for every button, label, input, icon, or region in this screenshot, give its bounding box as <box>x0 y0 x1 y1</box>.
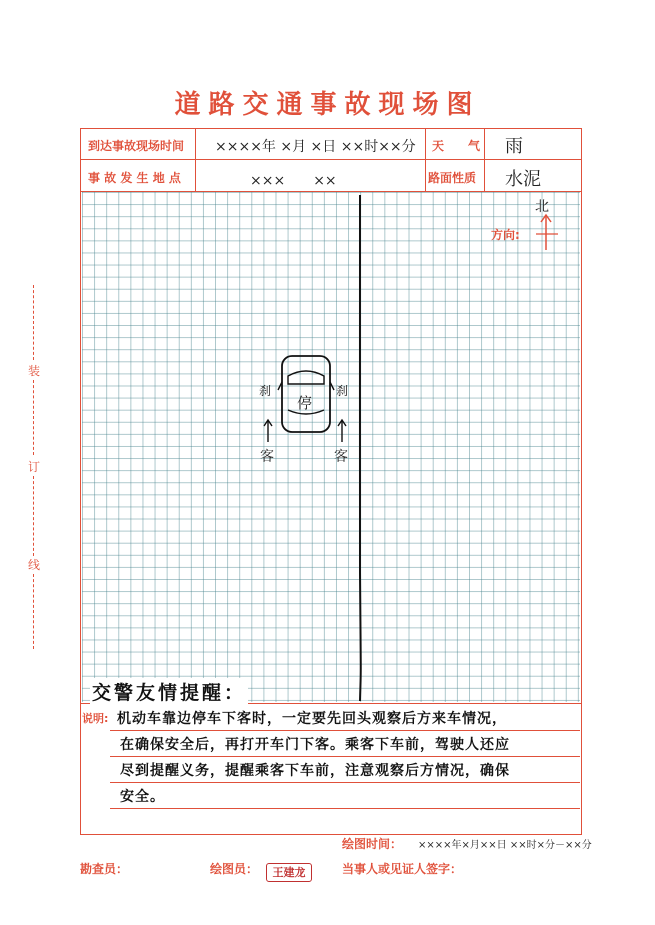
binding-dash <box>33 380 34 455</box>
arrival-time-label: 到达事故现场时间 <box>88 139 185 153</box>
investigator-label: 勘查员： <box>80 862 129 876</box>
reminder-line-1: 机动车靠边停车下客时，一定要先回头观察后方来车情况， <box>117 711 507 727</box>
weather-label: 天 气 <box>432 139 481 153</box>
location-label: 事 故 发 生 地 点 <box>88 171 181 185</box>
binding-dash <box>33 574 34 649</box>
left-door-label: 刹 <box>259 384 272 398</box>
reminder-line-3: 尽到提醒义务，提醒乘客下车前，注意观察后方情况，确保 <box>120 763 510 779</box>
reminder-heading: 交警友情提醒： <box>90 678 248 705</box>
reminder-line-4: 安全。 <box>120 789 165 805</box>
drawer-stamp: 王建龙 <box>266 863 312 882</box>
binding-char-2: 订 <box>28 460 41 474</box>
north-label: 北 <box>535 199 549 215</box>
right-passenger-label: 客 <box>334 449 348 465</box>
right-passenger-arrow-icon <box>334 418 350 444</box>
reminder-line-2: 在确保安全后，再打开车门下客。乘客下车前，驾驶人还应 <box>120 737 510 753</box>
drawer-label: 绘图员： <box>210 862 259 876</box>
weather-value: 雨 <box>505 136 523 157</box>
binding-char-1: 装 <box>28 364 41 378</box>
left-passenger-label: 客 <box>260 449 274 465</box>
draw-time-value: ××××年×月××日 ××时×分－××分 <box>418 840 592 851</box>
party-sign-label: 当事人或见证人签字： <box>342 862 463 876</box>
form-title: 道路交通事故现场图 <box>174 90 481 120</box>
binding-char-3: 线 <box>28 558 41 572</box>
road-surface-label: 路面性质 <box>428 171 477 185</box>
note-label: 说明: <box>82 712 109 725</box>
location-value: ××× ×× <box>250 173 337 189</box>
left-passenger-arrow-icon <box>260 418 276 444</box>
binding-dash <box>33 285 34 360</box>
draw-time-label: 绘图时间： <box>342 837 403 851</box>
north-arrow-icon <box>528 212 562 252</box>
direction-label: 方向: <box>491 228 520 242</box>
car-label: 停 <box>297 394 313 412</box>
binding-dash <box>33 476 34 556</box>
arrival-time-value: ××××年 ×月 ×日 ××时××分 <box>215 139 416 155</box>
right-door-label: 刹 <box>336 384 349 398</box>
road-center-line <box>350 193 370 703</box>
road-surface-value: 水泥 <box>505 169 541 190</box>
